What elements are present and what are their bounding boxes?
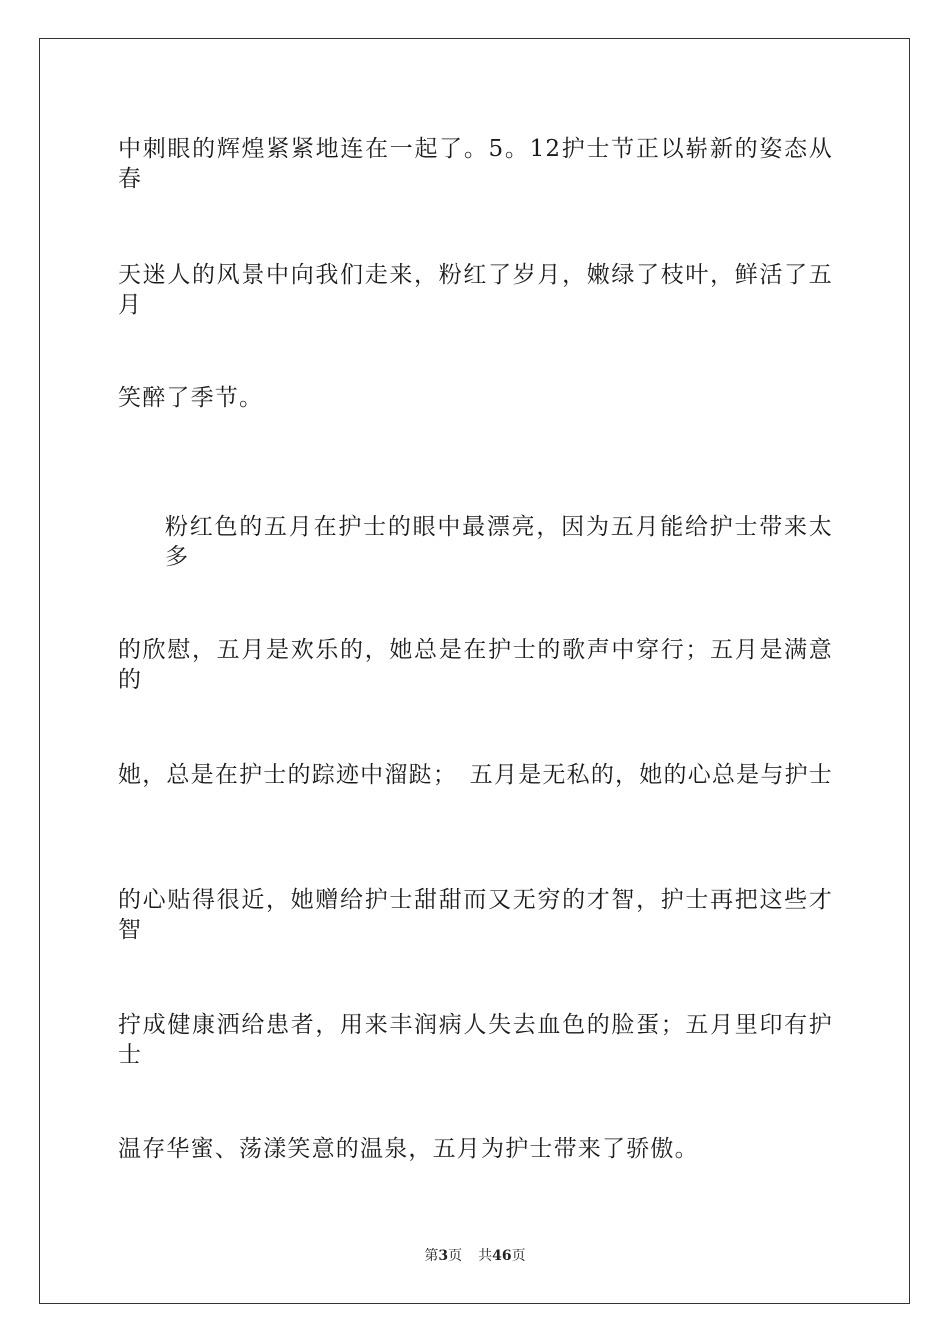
page-label-suffix: 页: [448, 1248, 463, 1264]
body-text-line-3: 笑醉了季节。: [118, 385, 264, 411]
body-text-line-4: 粉红色的五月在护士的眼中最漂亮，因为五月能给护士带来太多: [165, 514, 833, 570]
body-text-line-9: 温存华蜜、荡漾笑意的温泉，五月为护士带来了骄傲。: [118, 1136, 699, 1162]
body-text-line-1: 中刺眼的辉煌紧紧地连在一起了。5。12护士节正以崭新的姿态从春: [118, 136, 833, 192]
page-label-prefix: 第: [424, 1248, 439, 1264]
total-label-prefix: 共: [478, 1248, 493, 1264]
body-text-line-5: 的欣慰，五月是欢乐的，她总是在护士的歌声中穿行；五月是满意的: [118, 637, 833, 693]
total-label-suffix: 页: [511, 1248, 526, 1264]
page-number: 3: [438, 1248, 449, 1264]
body-text-line-6: 她，总是在护士的踪迹中溜跶； 五月是无私的，她的心总是与护士: [118, 762, 833, 788]
body-text-line-2: 天迷人的风景中向我们走来，粉红了岁月，嫩绿了枝叶，鲜活了五月: [118, 262, 833, 318]
body-text-line-7: 的心贴得很近，她赠给护士甜甜而又无穷的才智，护士再把这些才智: [118, 887, 833, 943]
page-footer: [0, 1246, 950, 1266]
total-pages: 46: [492, 1248, 512, 1264]
body-text-line-8: 拧成健康洒给患者，用来丰润病人失去血色的脸蛋；五月里印有护士: [118, 1012, 833, 1068]
